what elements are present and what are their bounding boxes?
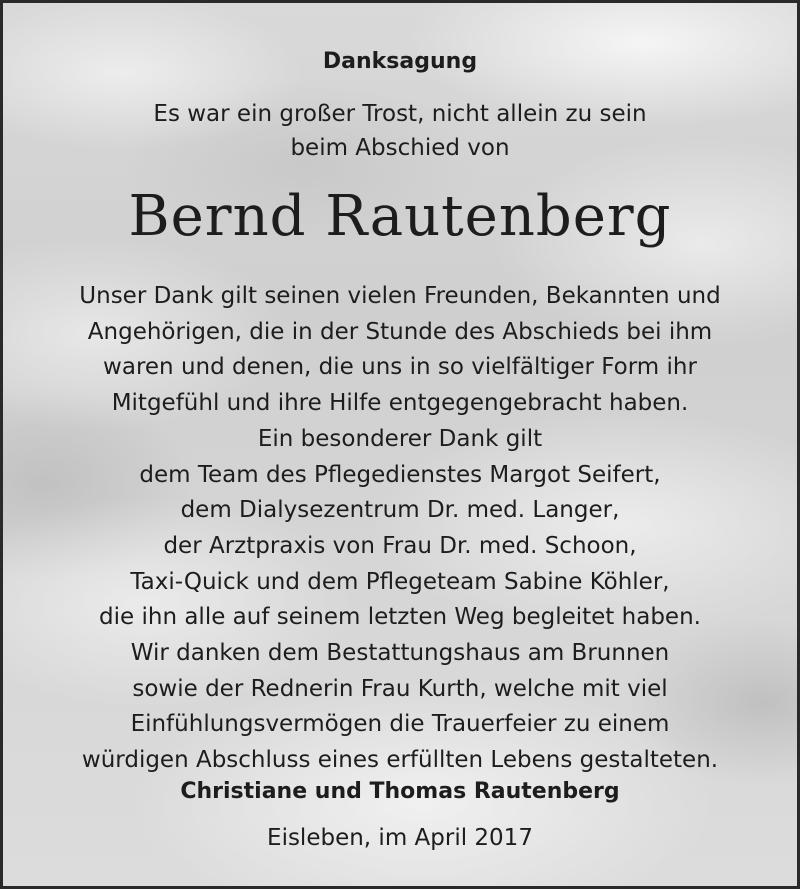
thanks-line: Einfühlungsvermögen die Trauerfeier zu einem xyxy=(130,711,670,738)
thanks-line: Taxi-Quick und dem Pflegeteam Sabine Köhler, xyxy=(130,568,670,595)
heading: Danksagung xyxy=(322,49,478,74)
thanks-line: Ein besonderer Dank gilt xyxy=(257,425,543,452)
thanks-line: würdigen Abschluss eines erfüllten Lebens gestalteten. xyxy=(81,747,719,774)
thanks-line: Wir danken dem Bestattungshaus am Brunnen xyxy=(130,640,670,667)
thanks-line: Unser Dank gilt seinen vielen Freunden, Bekannten und xyxy=(79,283,721,309)
intro-line: beim Abschied von xyxy=(290,135,510,161)
thanks-line: Mitgefühl und ihre Hilfe entgegengebracht haben. xyxy=(111,390,689,417)
thanks-text xyxy=(3,279,797,779)
thanks-line: die ihn alle auf seinem letzten Weg begleitet haben. xyxy=(99,604,701,631)
thanks-line: Angehörigen, die in der Stunde des Abschieds bei ihm xyxy=(87,318,713,345)
thanks-line: sowie der Rednerin Frau Kurth, welche mit viel xyxy=(132,675,668,702)
signers: Christiane und Thomas Rautenberg xyxy=(180,779,620,804)
intro-line: Es war ein großer Trost, nicht allein zu sein xyxy=(153,101,647,127)
place-date: Eisleben, im April 2017 xyxy=(267,825,533,851)
thanks-line: dem Dialysezentrum Dr. med. Langer, xyxy=(180,497,620,524)
thanks-line: dem Team des Pflegedienstes Margot Seifert, xyxy=(139,461,661,488)
thanks-line: waren und denen, die uns in so vielfältiger Form ihr xyxy=(103,354,697,381)
thanks-line: der Arztpraxis von Frau Dr. med. Schoon, xyxy=(163,532,637,559)
intro-text xyxy=(3,97,797,165)
deceased-name: Bernd Rautenberg xyxy=(128,184,672,249)
